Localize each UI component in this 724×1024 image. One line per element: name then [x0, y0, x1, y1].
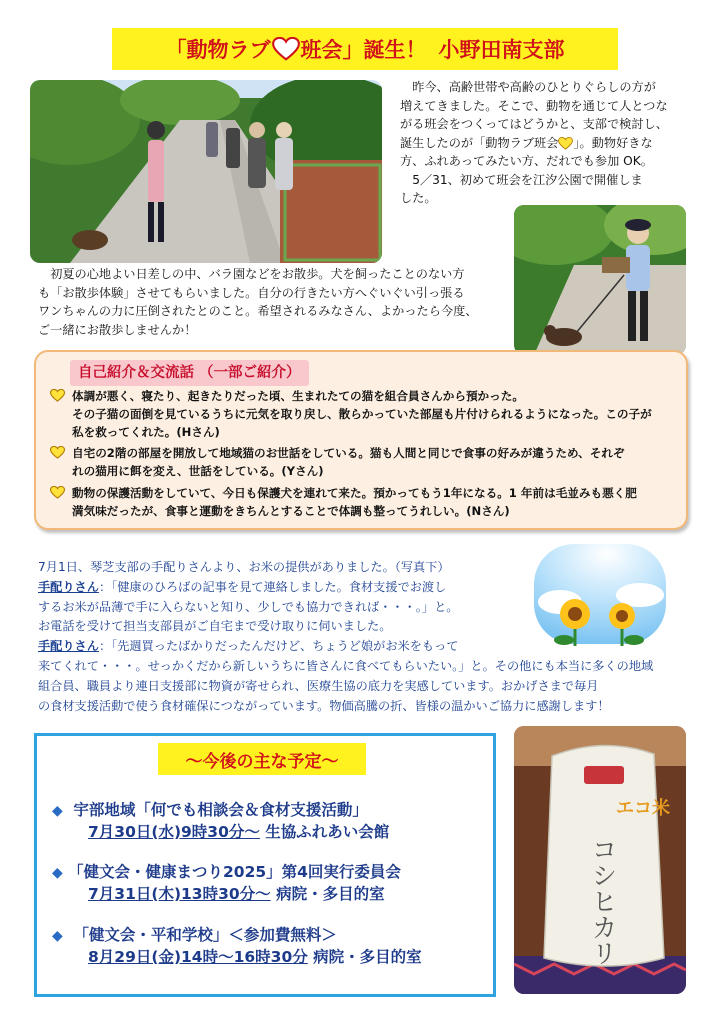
self-intro-item-3: 動物の保護活動をしていて、今日も保護犬を連れて来た。預かってもう1年になる。1 年前は毛並みも悪く肥 満気味だったが、食事と運動をきちんとすることで体調も整ってうれしい。(Nさん) — [50, 484, 670, 520]
walk-line-2: も「お散歩体験」させてもらいました。自分の行きたい方へぐいぐい引っ張る — [38, 285, 465, 300]
title-part-2: 班会」誕生！ — [300, 38, 427, 62]
intro-line-4: 誕生したのが「動物ラブ班会 」。動物好きな — [400, 135, 653, 150]
schedule-event-1: ◆ 宇部地域「何でも相談会＆食材支援活動」 7月30日(水)9時30分～ 生協ふれあい会館 — [52, 801, 390, 841]
intro-line-2: 増えてきました。そこで、動物を通じて人とつな — [400, 98, 668, 113]
title-part-1: 「動物ラブ — [165, 38, 271, 62]
rice-quote-2-cont: 来てくれて・・・。せっかくだから新しいうちに皆さんに食べてもらいたい。」と。その他にも本当に多くの地域 — [38, 658, 654, 673]
intro-line-5: 方、ふれあってみたい方、だれでも参加 OK。 — [400, 154, 653, 168]
rice-line-end-1: 組合員、職員より連日支援部に物資が寄せられ、医療生協の底力を実感しています。おかげさまで毎月 — [38, 678, 599, 693]
diamond-bullet-icon: ◆ — [52, 865, 63, 881]
rice-bag-brand: コシヒカリ — [587, 836, 617, 966]
self-intro-heading: 自己紹介＆交流話 （一部ご紹介） — [70, 360, 309, 386]
rice-bag-photo — [514, 726, 686, 994]
rice-quote-2: 手配りさん：「先週買ったばかりだったんだけど、ちょうど娘がお米をもって — [38, 639, 459, 654]
heart-small-icon — [558, 137, 573, 150]
heart-bullet-icon — [50, 446, 65, 459]
intro-line-3: がる班会をつくってはどうかと、支部で検討し、 — [400, 117, 668, 131]
woman-with-dog-photo — [514, 205, 686, 355]
self-intro-item-1: 体調が悪く、寝たり、起きたりだった頃、生まれたての猫を組合員さんから預かった。 その子猫の面倒を見ているうちに元気を取り戻し、散らかっていた部屋も片付けられるようになった。この子が 私を救ってくれた。(Hさん) — [50, 387, 670, 441]
rice-bag-label: エコ米 — [616, 798, 670, 819]
rice-donation-story — [38, 558, 674, 716]
rice-line-call: お電話を受けて担当支部員がご自宅まで受け取りに伺いました。 — [38, 619, 392, 634]
intro-paragraph — [400, 78, 694, 208]
intro-line-1: 昨今、高齢世帯や高齢のひとりぐらしの方が — [412, 80, 656, 94]
intro-line-6: 5／31、初めて班会を江汐公園で開催しま — [412, 172, 643, 187]
rice-line-end-2: の食材支援活動で使う食材確保につながっています。物価高騰の折、皆様の温かいご協力に感謝します！ — [38, 698, 610, 713]
walk-line-3: ワンちゃんの力に圧倒されたとのこと。希望されるみなさん、よかったら今度、 — [38, 304, 478, 318]
heart-icon — [272, 37, 300, 61]
intro-line-7: した。 — [400, 191, 437, 205]
walk-group-photo — [30, 80, 382, 263]
rice-line-1: 7月1日、琴芝支部の手配りさんより、お米の提供がありました。（写真下） — [38, 560, 450, 574]
walk-line-1: 初夏の心地よい日差しの中、バラ園などをお散歩。犬を飼ったことのない方 — [50, 267, 465, 281]
walk-paragraph — [38, 265, 502, 339]
title-branch: 小野田南支部 — [438, 38, 565, 62]
heart-bullet-icon — [50, 486, 65, 499]
heart-bullet-icon — [50, 389, 65, 402]
rice-quote-1-cont: するお米が品薄で手に入らないと知り、少しでも協力できれば・・・。」と。 — [38, 599, 459, 614]
rice-quote-1: 手配りさん：「健康のひろばの記事を見て連絡しました。食材支援でお渡し — [38, 579, 447, 594]
diamond-bullet-icon: ◆ — [52, 803, 63, 819]
schedule-title: ～今後の主な予定～ — [158, 743, 366, 775]
diamond-bullet-icon: ◆ — [52, 928, 63, 944]
self-intro-item-2: 自宅の2階の部屋を開放して地域猫のお世話をしている。猫も人間と同じで食事の好みが違うため、それぞ れの猫用に餌を変え、世話をしている。(Yさん) — [50, 444, 670, 480]
title-banner — [112, 28, 618, 70]
schedule-event-2: ◆ 「健文会・健康まつり2025」第4回実行委員会 7月31日(木)13時30分～ 病院・多目的室 — [52, 863, 401, 903]
schedule-event-3: ◆ 「健文会・平和学校」＜参加費無料＞ 8月29日(金)14時～16時30分 病院・多目的室 — [52, 926, 422, 966]
walk-line-4: ご一緒にお散歩しませんか！ — [38, 322, 197, 337]
